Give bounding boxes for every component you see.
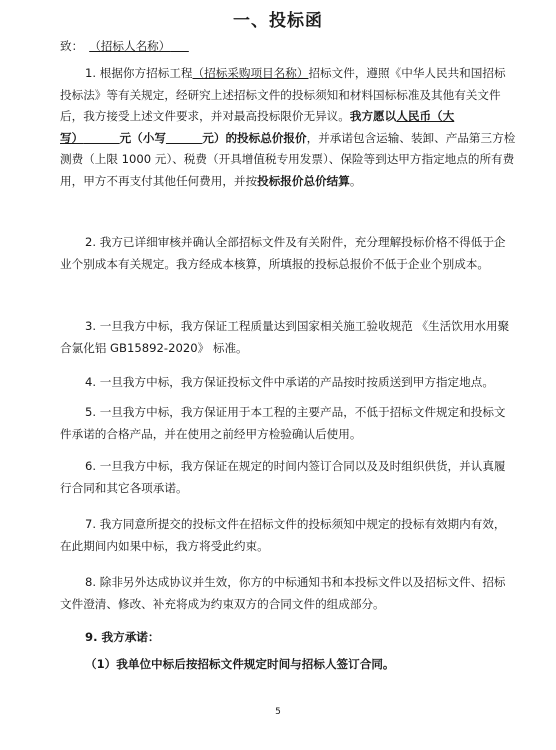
p1-total-bid-price: 元）的投标总价报价 <box>202 130 307 145</box>
salutation-line <box>60 36 516 58</box>
p1-rmb-uppercase: 人民币（大写） <box>60 109 455 145</box>
paragraph-1 <box>60 63 516 192</box>
paragraph-4: 4. 一旦我方中标，我方保证投标文件中承诺的产品按时按质送到甲方指定地点。 <box>85 375 494 389</box>
project-name-field: （招标采购项目名称） <box>192 66 309 80</box>
p1-text-a: 1. 根据你方招标工程 <box>85 66 193 80</box>
paragraph-2: 2. 我方已详细审核并确认全部招标文件及有关附件，充分理解投标价格不得低于企业个别成本有关规定。我方经成本核算，所填报的投标总报价不低于企业个别成本。 <box>60 235 506 271</box>
p1-settlement-term: 投标报价总价结算 <box>257 173 350 188</box>
p1-text-c: 招标文件，遵照《中华人民共和国招标投标法》等有关规定，经研究上述招标文件的投标须知和材料国标标准及其他有关文件后，我方接受上述文件要求，并对最高投标限价无异议。 <box>60 66 506 123</box>
page-number: 5 <box>275 707 281 717</box>
recipient-field: （招标人名称） <box>89 39 171 53</box>
p1-lowercase-label: 元（小写 <box>119 130 166 145</box>
paragraph-3: 3. 一旦我方中标，我方保证工程质量达到国家相关施工验收规范 《生活饮用水用聚合氯化铝 GB15892-2020》 标准。 <box>60 319 510 355</box>
salutation-prefix: 致： <box>60 39 84 53</box>
paragraph-5: 5. 一旦我方中标，我方保证用于本工程的主要产品，不低于招标文件规定和投标文件承诺的合格产品，并在使用之前经甲方检验确认后使用。 <box>60 405 506 441</box>
paragraph-6: 6. 一旦我方中标，我方保证在规定的时间内签订合同以及及时组织供货，并认真履行合同和其它各项承诺。 <box>60 459 506 495</box>
paragraph-8: 8. 除非另外达成协议并生效，你方的中标通知书和本投标文件以及招标文件、招标文件澄清、修改、补充将成为约束双方的合同文件的组成部分。 <box>60 575 506 611</box>
p1-bid-intro: 我方愿以 <box>349 109 397 123</box>
paragraph-7: 7. 我方同意所提交的投标文件在招标文件的投标须知中规定的投标有效期内有效，在此期间内如果中标，我方将受此约束。 <box>60 517 506 553</box>
paragraph-10: （1）我单位中标后按招标文件规定时间与招标人签订合同。 <box>85 657 395 671</box>
p1-period: 。 <box>349 173 362 188</box>
page-title: 一、投标函 <box>233 11 323 31</box>
paragraph-9: 9. 我方承诺： <box>85 630 160 644</box>
p1-text-h: ，并承诺包含运输、装卸、产品第三方检测费（上限 1000 元）、税费（开具增值税专用发票）、保险等到达甲方指定地点的所有费用，甲方不再支付其他任何费用，并按 <box>60 130 516 188</box>
